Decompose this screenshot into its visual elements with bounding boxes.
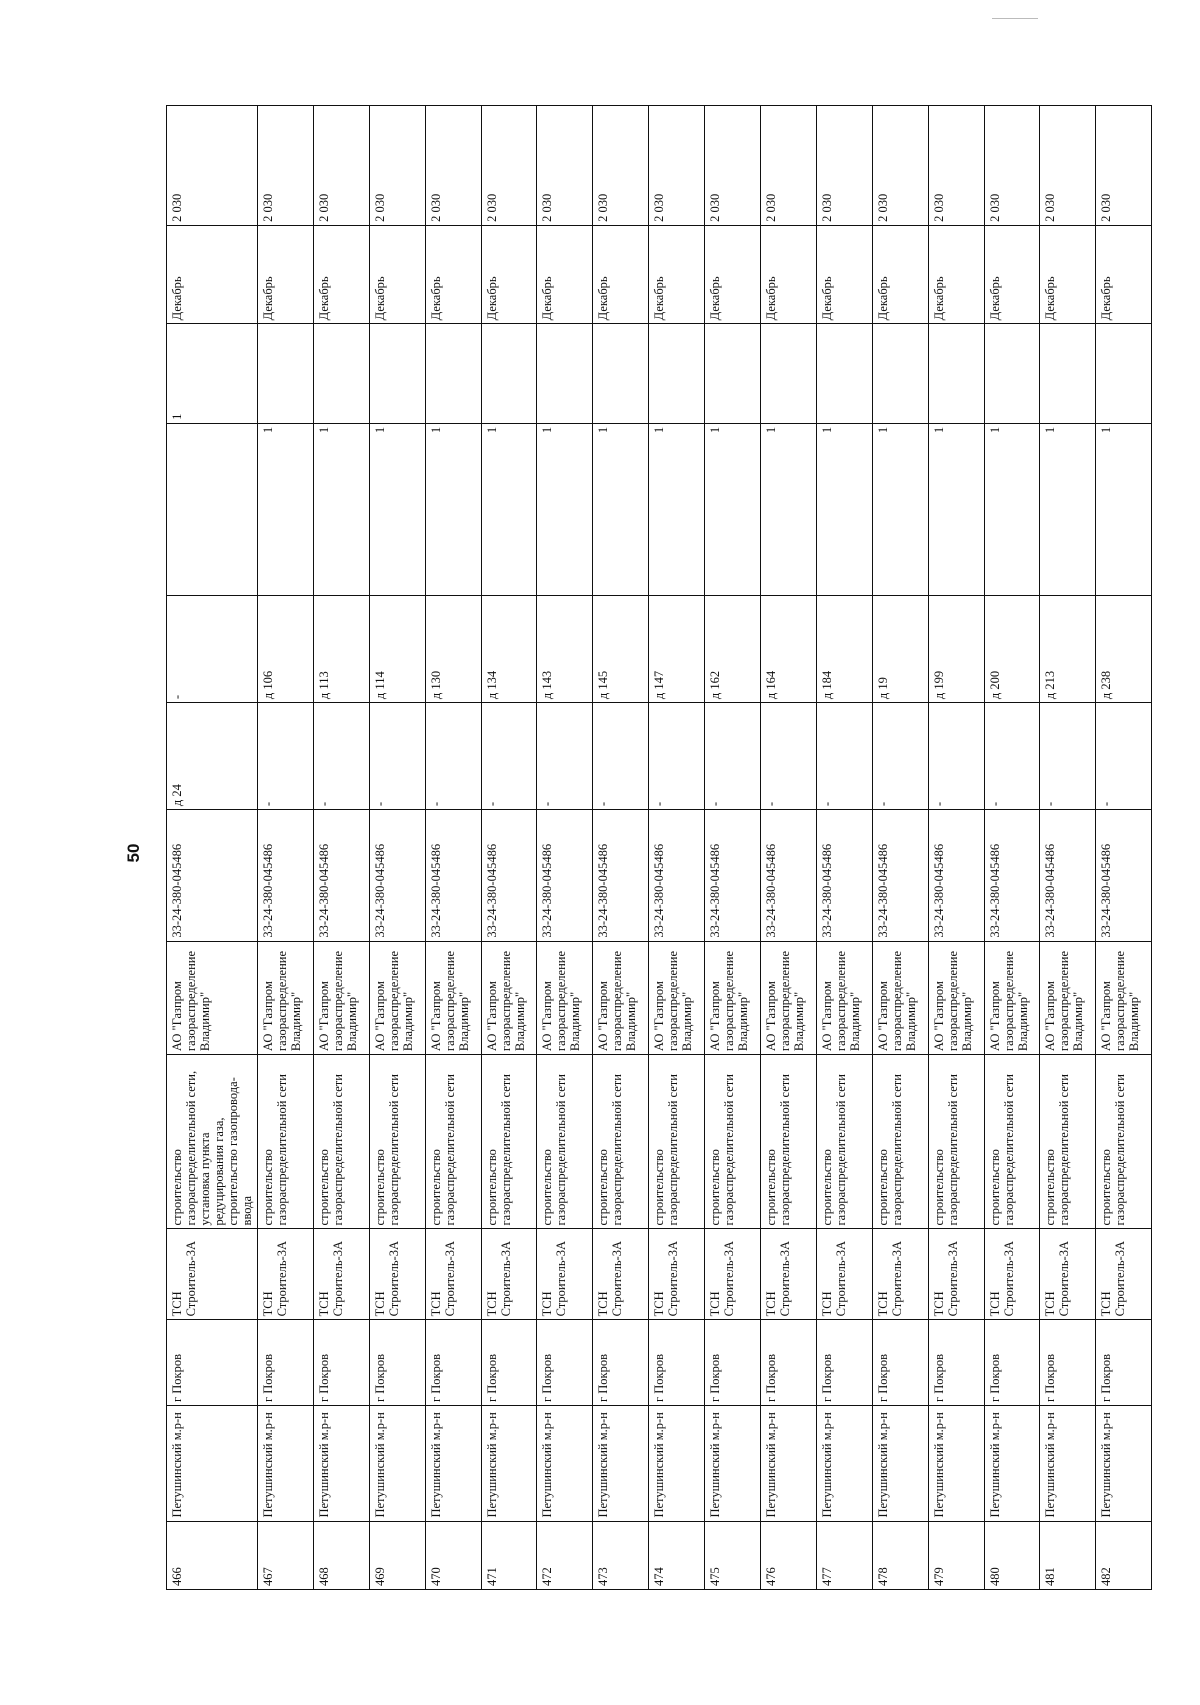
district-cell: Петушинский м.р-н bbox=[425, 1405, 481, 1521]
house-cell: д 164 bbox=[761, 596, 817, 703]
organization-cell: АО "Газпром газораспределение Владимир" bbox=[481, 941, 537, 1054]
month-cell: Декабрь bbox=[984, 225, 1040, 323]
cadastral-number-cell: 33-24-380-045486 bbox=[872, 810, 928, 942]
organization-cell: АО "Газпром газораспределение Владимир" bbox=[369, 941, 425, 1054]
house-cell: - bbox=[1040, 703, 1096, 810]
city-cell: г Покров bbox=[313, 1320, 369, 1406]
year-cell: 2 030 bbox=[1096, 106, 1152, 226]
count-cell bbox=[258, 324, 314, 424]
settlement-cell: ТСН Строитель-3А bbox=[313, 1229, 369, 1320]
month-cell: Декабрь bbox=[167, 225, 258, 323]
row-number-cell: 477 bbox=[816, 1521, 872, 1589]
month-cell: Декабрь bbox=[761, 225, 817, 323]
year-cell: 2 030 bbox=[258, 106, 314, 226]
work-type-cell: строительство газораспределительной сети bbox=[928, 1055, 984, 1229]
district-cell: Петушинский м.р-н bbox=[537, 1405, 593, 1521]
row-number-cell: 473 bbox=[593, 1521, 649, 1589]
cadastral-number-cell: 33-24-380-045486 bbox=[1040, 810, 1096, 942]
cadastral-number-cell: 33-24-380-045486 bbox=[928, 810, 984, 942]
row-number-cell: 472 bbox=[537, 1521, 593, 1589]
organization-cell: АО "Газпром газораспределение Владимир" bbox=[313, 941, 369, 1054]
cadastral-number-cell: 33-24-380-045486 bbox=[167, 810, 258, 942]
district-cell: Петушинский м.р-н bbox=[1040, 1405, 1096, 1521]
month-cell: Декабрь bbox=[313, 225, 369, 323]
count-cell bbox=[1096, 324, 1152, 424]
organization-cell: АО "Газпром газораспределение Владимир" bbox=[1096, 941, 1152, 1054]
month-cell: Декабрь bbox=[425, 225, 481, 323]
district-cell: Петушинский м.р-н bbox=[649, 1405, 705, 1521]
district-cell: Петушинский м.р-н bbox=[1096, 1405, 1152, 1521]
house-cell: д 143 bbox=[537, 596, 593, 703]
settlement-cell: ТСН Строитель-3А bbox=[481, 1229, 537, 1320]
row-number-cell: 475 bbox=[705, 1521, 761, 1589]
cadastral-number-cell: 33-24-380-045486 bbox=[258, 810, 314, 942]
organization-cell: АО "Газпром газораспределение Владимир" bbox=[1040, 941, 1096, 1054]
work-type-cell: строительство газораспределительной сети bbox=[649, 1055, 705, 1229]
year-cell: 2 030 bbox=[761, 106, 817, 226]
cadastral-number-cell: 33-24-380-045486 bbox=[481, 810, 537, 942]
house-cell: д 113 bbox=[313, 596, 369, 703]
count-cell bbox=[313, 324, 369, 424]
count-cell: 1 bbox=[481, 423, 537, 595]
city-cell: г Покров bbox=[537, 1320, 593, 1406]
count-cell bbox=[425, 324, 481, 424]
cadastral-number-cell: 33-24-380-045486 bbox=[369, 810, 425, 942]
month-cell: Декабрь bbox=[705, 225, 761, 323]
year-cell: 2 030 bbox=[928, 106, 984, 226]
house-cell: - bbox=[649, 703, 705, 810]
house-cell: - bbox=[537, 703, 593, 810]
district-cell: Петушинский м.р-н bbox=[258, 1405, 314, 1521]
work-type-cell: строительство газораспределительной сети bbox=[313, 1055, 369, 1229]
organization-cell: АО "Газпром газораспределение Владимир" bbox=[705, 941, 761, 1054]
year-cell: 2 030 bbox=[167, 106, 258, 226]
work-type-cell: строительство газораспределительной сети bbox=[816, 1055, 872, 1229]
work-type-cell: строительство газораспределительной сети bbox=[1096, 1055, 1152, 1229]
settlement-cell: ТСН Строитель-3А bbox=[1096, 1229, 1152, 1320]
row-number-cell: 468 bbox=[313, 1521, 369, 1589]
month-cell: Декабрь bbox=[369, 225, 425, 323]
city-cell: г Покров bbox=[928, 1320, 984, 1406]
count-cell: 1 bbox=[167, 324, 258, 424]
table-row bbox=[761, 106, 817, 1590]
city-cell: г Покров bbox=[258, 1320, 314, 1406]
work-type-cell: строительство газораспределительной сети bbox=[369, 1055, 425, 1229]
count-cell bbox=[537, 324, 593, 424]
organization-cell: АО "Газпром газораспределение Владимир" bbox=[167, 941, 258, 1054]
count-cell bbox=[369, 324, 425, 424]
count-cell bbox=[649, 324, 705, 424]
rotated-page-content bbox=[166, 105, 1142, 1590]
table-row bbox=[167, 106, 258, 1590]
district-cell: Петушинский м.р-н bbox=[984, 1405, 1040, 1521]
month-cell: Декабрь bbox=[1040, 225, 1096, 323]
house-cell: - bbox=[984, 703, 1040, 810]
house-cell: - bbox=[761, 703, 817, 810]
organization-cell: АО "Газпром газораспределение Владимир" bbox=[984, 941, 1040, 1054]
house-cell: - bbox=[258, 703, 314, 810]
cadastral-number-cell: 33-24-380-045486 bbox=[425, 810, 481, 942]
settlement-cell: ТСН Строитель-3А bbox=[984, 1229, 1040, 1320]
work-type-cell: строительство газораспределительной сети bbox=[761, 1055, 817, 1229]
house-cell: д 184 bbox=[816, 596, 872, 703]
house-cell: д 130 bbox=[425, 596, 481, 703]
district-cell: Петушинский м.р-н bbox=[593, 1405, 649, 1521]
settlement-cell: ТСН Строитель-3А bbox=[1040, 1229, 1096, 1320]
house-cell: д 200 bbox=[984, 596, 1040, 703]
house-cell: - bbox=[369, 703, 425, 810]
table-row bbox=[1096, 106, 1152, 1590]
count-cell bbox=[705, 324, 761, 424]
row-number-cell: 469 bbox=[369, 1521, 425, 1589]
city-cell: г Покров bbox=[816, 1320, 872, 1406]
count-cell bbox=[1040, 324, 1096, 424]
house-cell: д 238 bbox=[1096, 596, 1152, 703]
count-cell: 1 bbox=[649, 423, 705, 595]
count-cell: 1 bbox=[816, 423, 872, 595]
count-cell bbox=[984, 324, 1040, 424]
count-cell: 1 bbox=[1096, 423, 1152, 595]
table-row bbox=[1040, 106, 1096, 1590]
year-cell: 2 030 bbox=[537, 106, 593, 226]
district-cell: Петушинский м.р-н bbox=[369, 1405, 425, 1521]
table-row bbox=[872, 106, 928, 1590]
organization-cell: АО "Газпром газораспределение Владимир" bbox=[593, 941, 649, 1054]
count-cell: 1 bbox=[425, 423, 481, 595]
work-type-cell: строительство газораспределительной сети bbox=[593, 1055, 649, 1229]
cadastral-number-cell: 33-24-380-045486 bbox=[705, 810, 761, 942]
count-cell: 1 bbox=[705, 423, 761, 595]
count-cell: 1 bbox=[313, 423, 369, 595]
cadastral-number-cell: 33-24-380-045486 bbox=[761, 810, 817, 942]
count-cell: 1 bbox=[258, 423, 314, 595]
city-cell: г Покров bbox=[167, 1320, 258, 1406]
count-cell: 1 bbox=[928, 423, 984, 595]
scan-mark bbox=[992, 18, 1038, 19]
house-cell: - bbox=[425, 703, 481, 810]
table-row bbox=[984, 106, 1040, 1590]
year-cell: 2 030 bbox=[649, 106, 705, 226]
house-cell: д 199 bbox=[928, 596, 984, 703]
settlement-cell: ТСН Строитель-3А bbox=[425, 1229, 481, 1320]
organization-cell: АО "Газпром газораспределение Владимир" bbox=[258, 941, 314, 1054]
work-type-cell: строительство газораспределительной сети bbox=[1040, 1055, 1096, 1229]
year-cell: 2 030 bbox=[425, 106, 481, 226]
row-number-cell: 476 bbox=[761, 1521, 817, 1589]
year-cell: 2 030 bbox=[816, 106, 872, 226]
cadastral-number-cell: 33-24-380-045486 bbox=[1096, 810, 1152, 942]
settlement-cell: ТСН Строитель-3А bbox=[369, 1229, 425, 1320]
count-cell bbox=[167, 423, 258, 595]
year-cell: 2 030 bbox=[313, 106, 369, 226]
organization-cell: АО "Газпром газораспределение Владимир" bbox=[761, 941, 817, 1054]
house-cell: д 162 bbox=[705, 596, 761, 703]
city-cell: г Покров bbox=[705, 1320, 761, 1406]
count-cell: 1 bbox=[593, 423, 649, 595]
settlement-cell: ТСН Строитель-3А bbox=[537, 1229, 593, 1320]
house-cell: - bbox=[705, 703, 761, 810]
work-type-cell: строительство газораспределительной сети bbox=[984, 1055, 1040, 1229]
row-number-cell: 480 bbox=[984, 1521, 1040, 1589]
table-row bbox=[816, 106, 872, 1590]
row-number-cell: 467 bbox=[258, 1521, 314, 1589]
house-cell: - bbox=[1096, 703, 1152, 810]
month-cell: Декабрь bbox=[258, 225, 314, 323]
count-cell bbox=[761, 324, 817, 424]
district-cell: Петушинский м.р-н bbox=[167, 1405, 258, 1521]
settlement-cell: ТСН Строитель-3А bbox=[816, 1229, 872, 1320]
house-cell: - bbox=[167, 596, 258, 703]
cadastral-number-cell: 33-24-380-045486 bbox=[537, 810, 593, 942]
table-row bbox=[705, 106, 761, 1590]
year-cell: 2 030 bbox=[481, 106, 537, 226]
settlement-cell: ТСН Строитель-3А bbox=[761, 1229, 817, 1320]
count-cell: 1 bbox=[984, 423, 1040, 595]
month-cell: Декабрь bbox=[537, 225, 593, 323]
table-row bbox=[313, 106, 369, 1590]
table-row bbox=[258, 106, 314, 1590]
page-number: 50 bbox=[124, 843, 143, 863]
work-type-cell: строительство газораспределительной сети bbox=[537, 1055, 593, 1229]
house-cell: - bbox=[481, 703, 537, 810]
count-cell: 1 bbox=[872, 423, 928, 595]
district-cell: Петушинский м.р-н bbox=[761, 1405, 817, 1521]
house-cell: д 213 bbox=[1040, 596, 1096, 703]
city-cell: г Покров bbox=[425, 1320, 481, 1406]
year-cell: 2 030 bbox=[369, 106, 425, 226]
count-cell bbox=[872, 324, 928, 424]
house-cell: - bbox=[928, 703, 984, 810]
city-cell: г Покров bbox=[984, 1320, 1040, 1406]
row-number-cell: 478 bbox=[872, 1521, 928, 1589]
house-cell: д 106 bbox=[258, 596, 314, 703]
table-row bbox=[481, 106, 537, 1590]
row-number-cell: 470 bbox=[425, 1521, 481, 1589]
cadastral-number-cell: 33-24-380-045486 bbox=[593, 810, 649, 942]
organization-cell: АО "Газпром газораспределение Владимир" bbox=[425, 941, 481, 1054]
count-cell: 1 bbox=[369, 423, 425, 595]
row-number-cell: 471 bbox=[481, 1521, 537, 1589]
count-cell bbox=[928, 324, 984, 424]
organization-cell: АО "Газпром газораспределение Владимир" bbox=[649, 941, 705, 1054]
work-type-cell: строительство газораспределительной сети, установка пункта редуцирования газа, строительство газопровода-ввода bbox=[167, 1055, 258, 1229]
cadastral-number-cell: 33-24-380-045486 bbox=[984, 810, 1040, 942]
year-cell: 2 030 bbox=[593, 106, 649, 226]
city-cell: г Покров bbox=[369, 1320, 425, 1406]
count-cell bbox=[816, 324, 872, 424]
district-cell: Петушинский м.р-н bbox=[313, 1405, 369, 1521]
month-cell: Декабрь bbox=[928, 225, 984, 323]
district-cell: Петушинский м.р-н bbox=[481, 1405, 537, 1521]
settlement-cell: ТСН Строитель-3А bbox=[167, 1229, 258, 1320]
city-cell: г Покров bbox=[761, 1320, 817, 1406]
organization-cell: АО "Газпром газораспределение Владимир" bbox=[928, 941, 984, 1054]
work-type-cell: строительство газораспределительной сети bbox=[425, 1055, 481, 1229]
district-cell: Петушинский м.р-н bbox=[705, 1405, 761, 1521]
year-cell: 2 030 bbox=[1040, 106, 1096, 226]
month-cell: Декабрь bbox=[1096, 225, 1152, 323]
month-cell: Декабрь bbox=[816, 225, 872, 323]
house-cell: - bbox=[313, 703, 369, 810]
district-cell: Петушинский м.р-н bbox=[928, 1405, 984, 1521]
organization-cell: АО "Газпром газораспределение Владимир" bbox=[537, 941, 593, 1054]
work-type-cell: строительство газораспределительной сети bbox=[481, 1055, 537, 1229]
settlement-cell: ТСН Строитель-3А bbox=[705, 1229, 761, 1320]
row-number-cell: 479 bbox=[928, 1521, 984, 1589]
house-cell: д 134 bbox=[481, 596, 537, 703]
row-number-cell: 481 bbox=[1040, 1521, 1096, 1589]
table-row bbox=[593, 106, 649, 1590]
house-cell: - bbox=[872, 703, 928, 810]
year-cell: 2 030 bbox=[872, 106, 928, 226]
house-cell: д 147 bbox=[649, 596, 705, 703]
count-cell: 1 bbox=[1040, 423, 1096, 595]
cadastral-number-cell: 33-24-380-045486 bbox=[649, 810, 705, 942]
work-type-cell: строительство газораспределительной сети bbox=[258, 1055, 314, 1229]
table-row bbox=[537, 106, 593, 1590]
count-cell: 1 bbox=[761, 423, 817, 595]
table-row bbox=[369, 106, 425, 1590]
count-cell bbox=[593, 324, 649, 424]
settlement-cell: ТСН Строитель-3А bbox=[872, 1229, 928, 1320]
table-body bbox=[167, 106, 1152, 1590]
work-type-cell: строительство газораспределительной сети bbox=[705, 1055, 761, 1229]
house-cell: д 19 bbox=[872, 596, 928, 703]
organization-cell: АО "Газпром газораспределение Владимир" bbox=[816, 941, 872, 1054]
cadastral-number-cell: 33-24-380-045486 bbox=[816, 810, 872, 942]
settlement-cell: ТСН Строитель-3А bbox=[593, 1229, 649, 1320]
gasification-table bbox=[166, 105, 1152, 1590]
settlement-cell: ТСН Строитель-3А bbox=[258, 1229, 314, 1320]
city-cell: г Покров bbox=[872, 1320, 928, 1406]
month-cell: Декабрь bbox=[872, 225, 928, 323]
settlement-cell: ТСН Строитель-3А bbox=[928, 1229, 984, 1320]
city-cell: г Покров bbox=[649, 1320, 705, 1406]
district-cell: Петушинский м.р-н bbox=[816, 1405, 872, 1521]
work-type-cell: строительство газораспределительной сети bbox=[872, 1055, 928, 1229]
house-cell: - bbox=[816, 703, 872, 810]
settlement-cell: ТСН Строитель-3А bbox=[649, 1229, 705, 1320]
house-cell: д 114 bbox=[369, 596, 425, 703]
month-cell: Декабрь bbox=[481, 225, 537, 323]
table-row bbox=[425, 106, 481, 1590]
month-cell: Декабрь bbox=[649, 225, 705, 323]
city-cell: г Покров bbox=[593, 1320, 649, 1406]
house-cell: д 24 bbox=[167, 703, 258, 810]
cadastral-number-cell: 33-24-380-045486 bbox=[313, 810, 369, 942]
table-row bbox=[928, 106, 984, 1590]
city-cell: г Покров bbox=[1096, 1320, 1152, 1406]
year-cell: 2 030 bbox=[984, 106, 1040, 226]
count-cell bbox=[481, 324, 537, 424]
row-number-cell: 466 bbox=[167, 1521, 258, 1589]
table-row bbox=[649, 106, 705, 1590]
city-cell: г Покров bbox=[1040, 1320, 1096, 1406]
month-cell: Декабрь bbox=[593, 225, 649, 323]
count-cell: 1 bbox=[537, 423, 593, 595]
house-cell: - bbox=[593, 703, 649, 810]
year-cell: 2 030 bbox=[705, 106, 761, 226]
city-cell: г Покров bbox=[481, 1320, 537, 1406]
district-cell: Петушинский м.р-н bbox=[872, 1405, 928, 1521]
house-cell: д 145 bbox=[593, 596, 649, 703]
row-number-cell: 482 bbox=[1096, 1521, 1152, 1589]
row-number-cell: 474 bbox=[649, 1521, 705, 1589]
organization-cell: АО "Газпром газораспределение Владимир" bbox=[872, 941, 928, 1054]
